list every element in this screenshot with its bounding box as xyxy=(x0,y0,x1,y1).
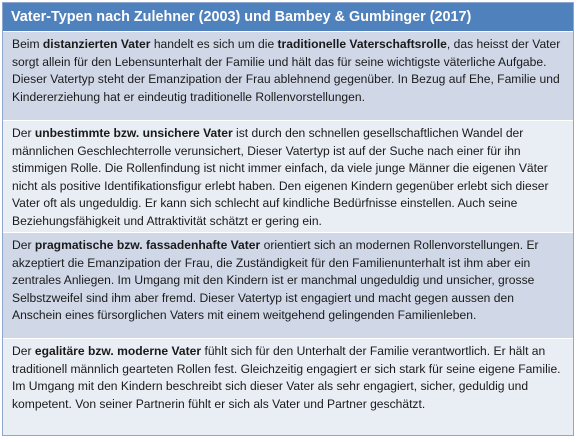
table-row-pragmatic-father xyxy=(3,232,573,338)
row-text-part: orientiert sich an modernen Rollenvorstellungen. Er akzeptiert die Emanzipation der Frau, die Zuständigkeit für den Familienunterhalt ist ihm aber ein zentrales Anliegen. Im Umgang mit den Kindern ist er manchmal ungeduldig und unsicher, grosse Selbstzweifel sind ihm aber fremd. Dieser Vatertyp ist engagiert und macht gegen aussen den Anschein eines fürsorglichen Vaters mit einem weitgehend gelingenden Familienleben. xyxy=(12,238,539,323)
row-text-part: Der xyxy=(12,344,35,358)
row-text-part: Beim xyxy=(12,37,43,51)
row-text-part: Der xyxy=(12,126,35,140)
row-highlight-term: distanzierten Vater xyxy=(42,37,151,51)
father-types-table xyxy=(2,2,574,436)
row-text-part: , das heisst der Vater sorgt allein für den Lebensunterhalt der Familie und hält das für seine wichtigste väterliche Aufgabe. Dieser Vatertyp steht der Emanzipation der Frau ablehnend gegenüber. In Bezug auf Ehe, Familie und Kindererziehung hat er eindeutig traditionelle Rollenvorstellungen. xyxy=(12,37,561,104)
row-highlight-term: egalitäre bzw. moderne Vater xyxy=(34,344,202,358)
table-row-uncertain-father xyxy=(3,120,573,232)
row-highlight-term: traditionelle Vaterschaftsrolle xyxy=(277,37,447,51)
row-text-part: Der xyxy=(12,238,35,252)
row-text-part: handelt es sich um die xyxy=(150,37,278,51)
row-text-part: ist durch den schnellen gesellschaftlichen Wandel der männlichen Geschlechterrolle verunsichert, Dieser Vatertyp ist auf der Suche nach einer für ihn stimmigen Rolle. Die Rollenfindung ist nicht immer einfach, da viele junge Männer die eigenen Väter nicht als positive Identifikationsfigur erlebt haben. Den eigenen Kindern gegenüber erlebt sich dieser Vater oft als ungeduldig. Er kann sich schlecht auf kindliche Bedürfnisse einstellen. Auch seine Beziehungsfähigkeit und Attraktivität schätzt er gering ein. xyxy=(12,126,549,228)
row-text-part: fühlt sich für den Unterhalt der Familie verantwortlich. Er hält an traditionell männlich gearteten Rollen fest. Gleichzeitig engagiert er sich stark für seine eigene Familie. Im Umgang mit den Kindern beschreibt sich dieser Vater als sehr engagiert, sicher, geduldig und kompetent. Von seiner Partnerin fühlt er sich als Vater und Partner geschätzt. xyxy=(12,344,561,411)
row-highlight-term: unbestimmte bzw. unsichere Vater xyxy=(34,126,233,140)
table-row-egalitarian-father xyxy=(3,338,573,435)
table-title: Vater-Typen nach Zulehner (2003) und Bambey & Gumbinger (2017) xyxy=(3,3,573,31)
row-highlight-term: pragmatische bzw. fassadenhafte Vater xyxy=(34,238,261,252)
table-row-distanced-father xyxy=(3,31,573,120)
